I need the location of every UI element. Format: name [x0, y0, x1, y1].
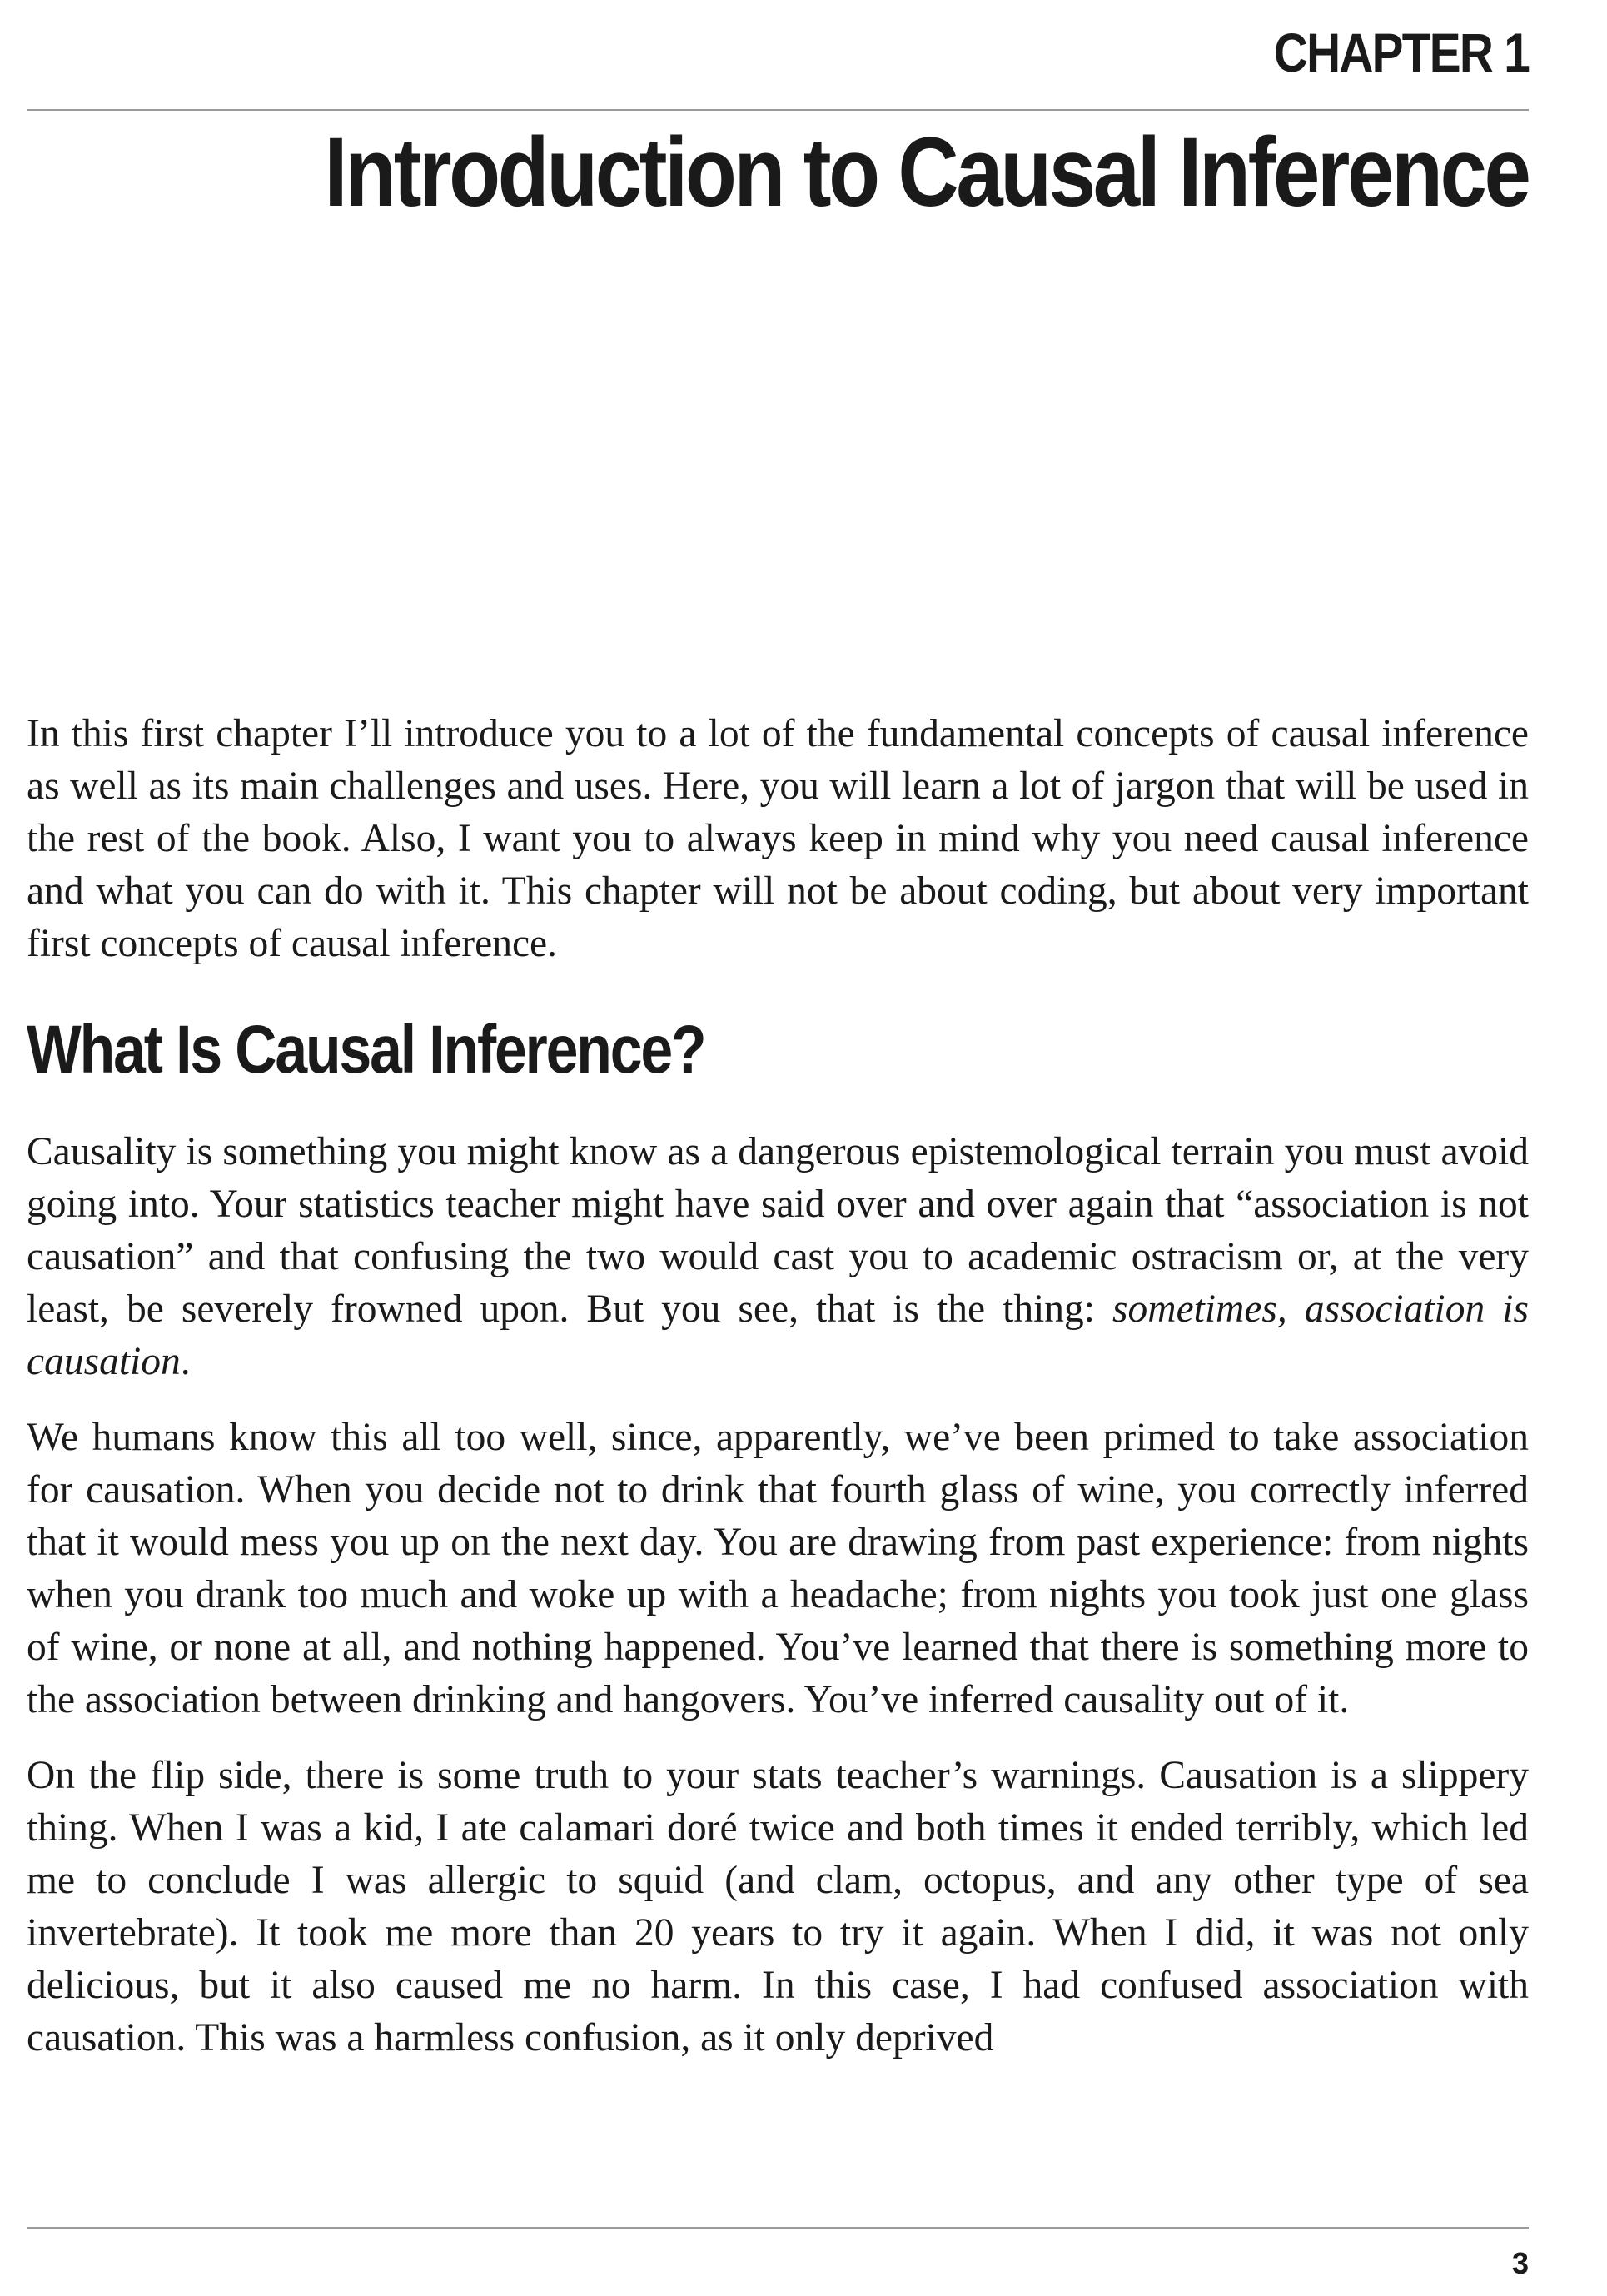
- footer-divider: [27, 2227, 1529, 2229]
- intro-paragraph: In this first chapter I’ll introduce you to a lot of the fundamental concepts of causal inference as well as its main challenges and uses. Here, you will learn a lot of jargon that will be used in the rest of the book. Also, I want you to always keep in mind why you need causal inference and what you can do with it. This chapter will not be about coding, but about very important first concepts of causal inference.: [27, 712, 1529, 965]
- chapter-title: Introduction to Causal Inference: [324, 117, 1529, 227]
- emphasis-text: sometimes, association is causation: [27, 1287, 1529, 1383]
- header-divider: [27, 109, 1529, 111]
- page-number: 3: [1511, 2246, 1529, 2280]
- book-page: [27, 0, 1529, 2296]
- body-paragraph-3: On the flip side, there is some truth to your stats teacher’s warnings. Causation is a slippery thing. When I was a kid, I ate calamari doré twice and both times it ended terribly, which led me to conclude I was allergic to squid (and clam, octopus, and any other type of sea invertebrate). It took me more than 20 years to try it again. When I did, it was not only delicious, but it also caused me no harm. In this case, I had confused association with causation. This was a harmless confusion, as it only deprived: [27, 1754, 1529, 2059]
- chapter-label: CHAPTER 1: [1273, 22, 1529, 83]
- paragraph-text: Causality is something you might know as a dangerous epistemological terrain you must avoid going into. Your statistics teacher might have said over and over again that “association is not causation” and that confusing the two would cast you to academic ostracism or, at the very least, be severely frowned upon. But you see, that is the thing:: [27, 1130, 1529, 1331]
- body-paragraph-2: We humans know this all too well, since, apparently, we’ve been primed to take association for causation. When you decide not to drink that fourth glass of wine, you correctly inferred that it would mess you up on the next day. You are drawing from past experience: from nights when you drank too much and woke up with a headache; from nights you took just one glass of wine, or none at all, and nothing happened. You’ve learned that there is something more to the association between drinking and hangovers. You’ve inferred causality out of it.: [27, 1416, 1529, 1721]
- section-body: [27, 1126, 1529, 2088]
- body-paragraph-1: [27, 1126, 1529, 1388]
- paragraph-end: .: [180, 1340, 191, 1383]
- section-heading: What Is Causal Inference?: [27, 1012, 705, 1088]
